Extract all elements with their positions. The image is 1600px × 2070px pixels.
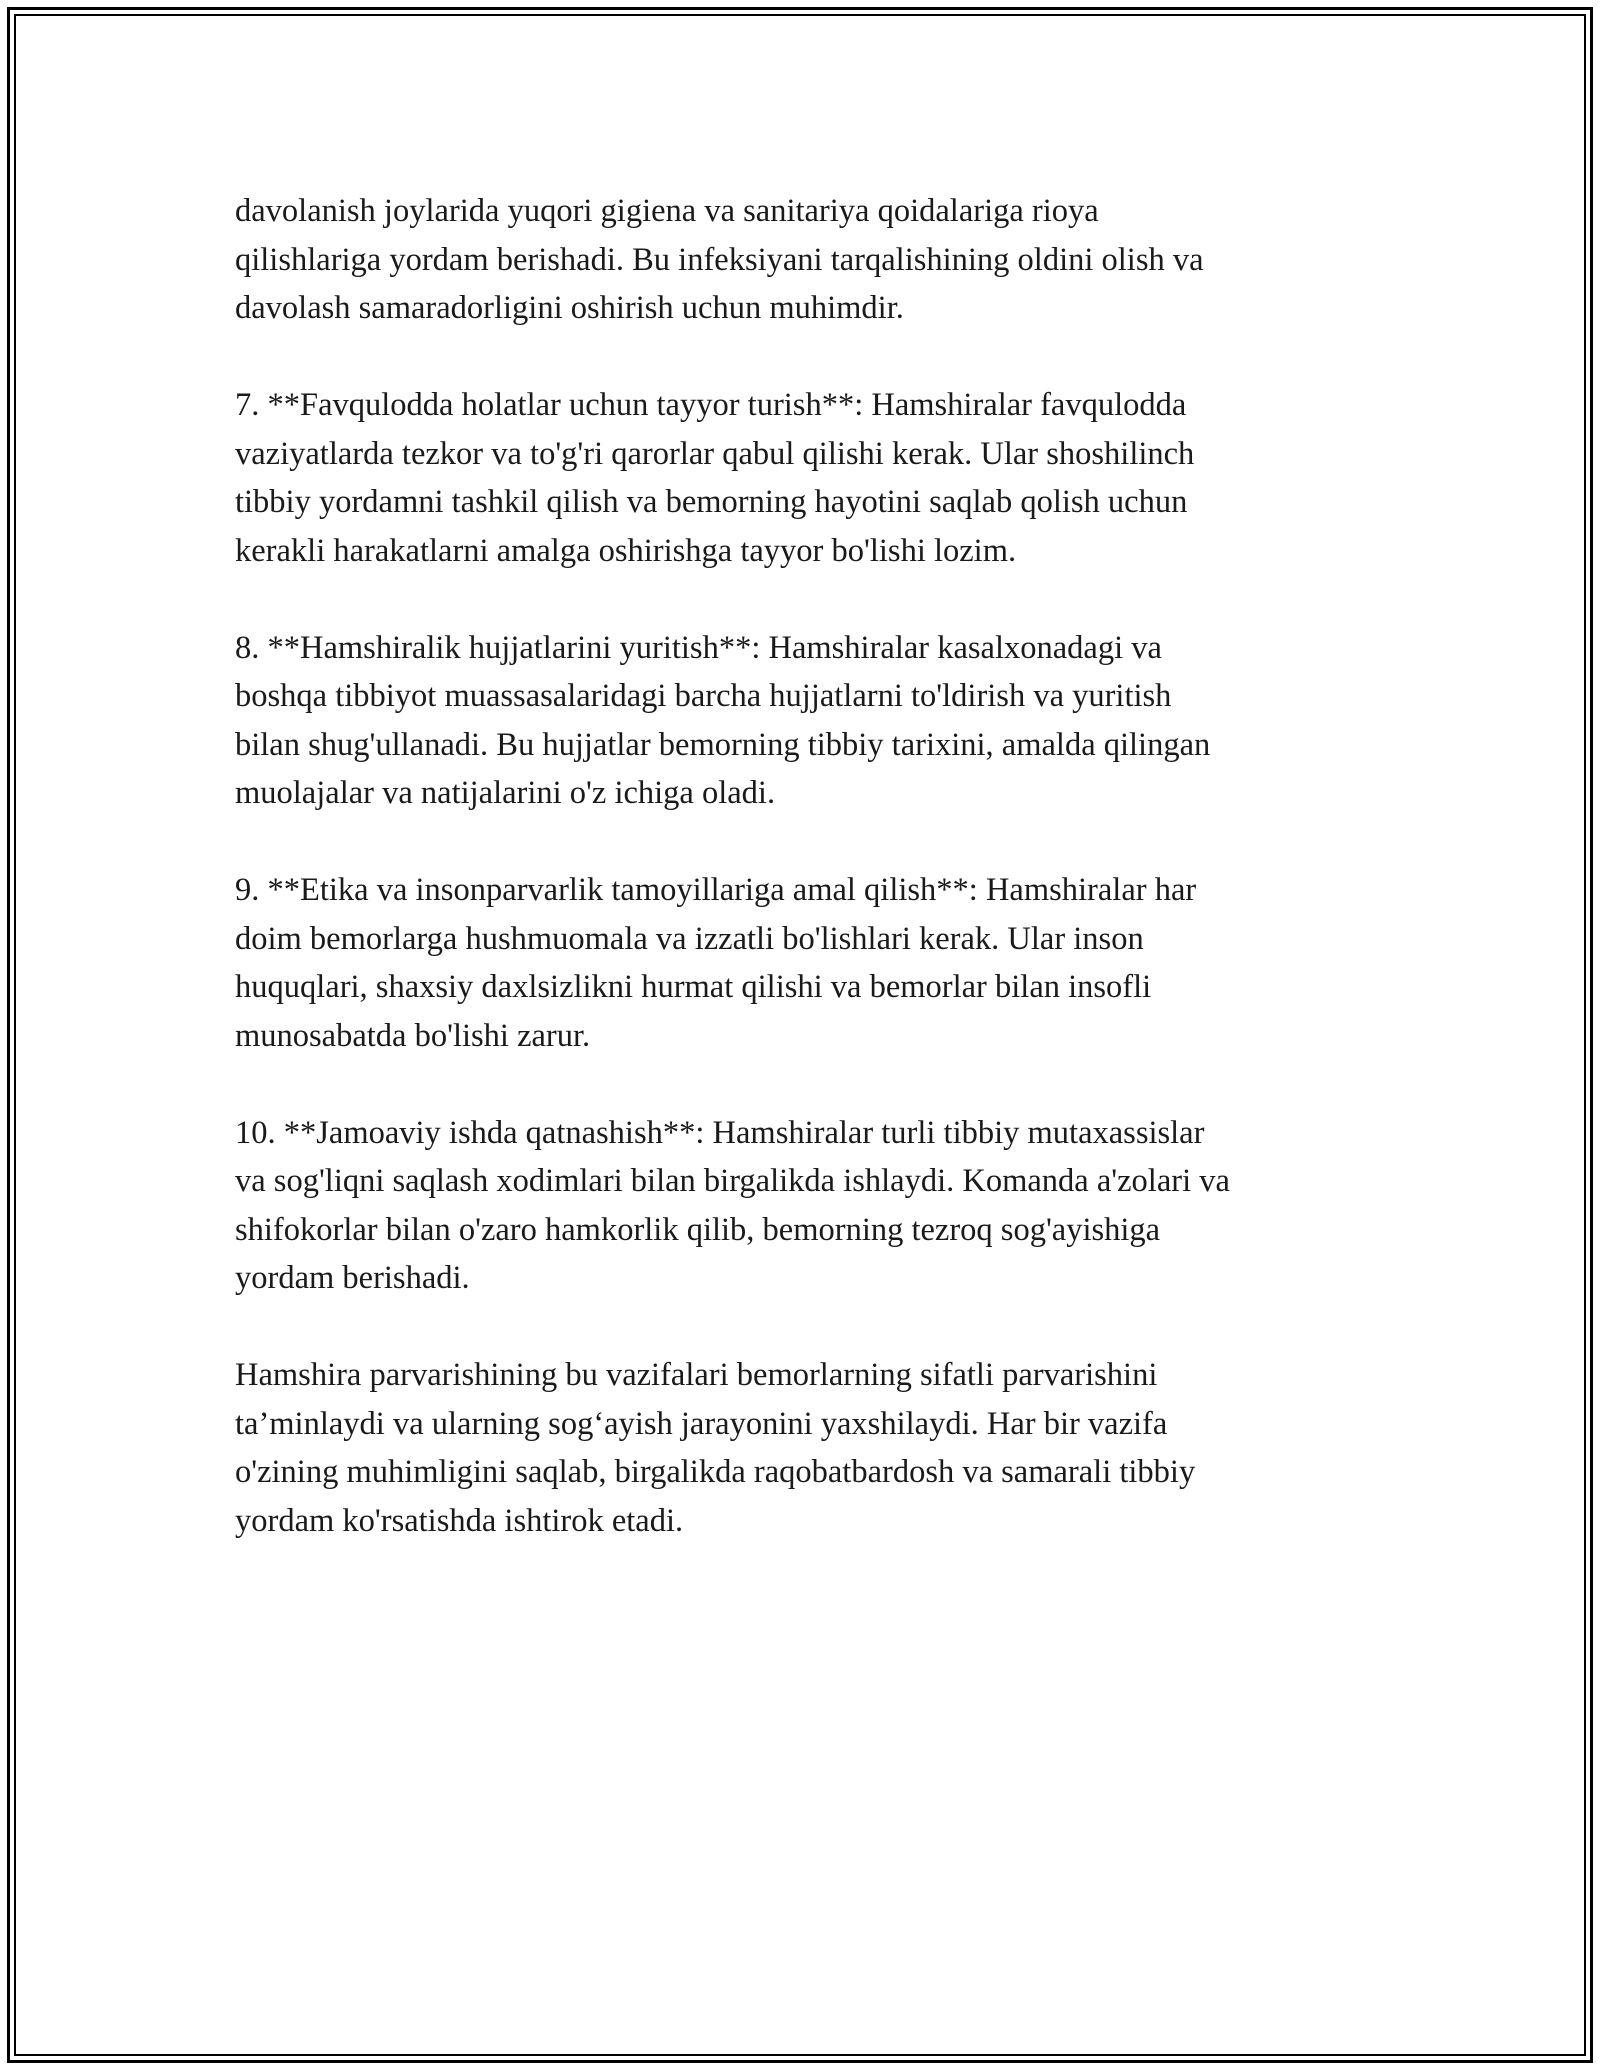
paragraph-conclusion: Hamshira parvarishining bu vazifalari bemorlarning sifatli parvarishini ta’minlaydi va ularning sog‘ayish jarayonini yaxshilaydi. Har bir vazifa o'zining muhimligini saqlab, birgalikda raqobatbardosh va samarali tibbiy yordam ko'rsatishda ishtirok etadi. xyxy=(235,1357,1196,1539)
paragraph-item-8-nursing-documentation: 8. **Hamshiralik hujjatlarini yuritish**: Hamshiralar kasalxonadagi va boshqa tibbiyot muassasalaridagi barcha hujjatlarni to'ldirish va yuritish bilan shug'ullanadi. Bu hujjatlar bemorning tibbiy tarixini, amalda qilingan muolajalar va natijalarini o'z ichiga oladi. xyxy=(235,629,1211,811)
paragraph-item-7-emergency-readiness: 7. **Favqulodda holatlar uchun tayyor turish**: Hamshiralar favqulodda vaziyatlarda tezkor va to'g'ri qarorlar qabul qilishi kerak. Ular shoshilinch tibbiy yordamni tashkil qilish va bemorning hayotini saqlab qolish uchun kerakli harakatlarni amalga oshirishga tayyor bo'lishi lozim. xyxy=(235,387,1195,569)
paragraph-item-9-ethics: 9. **Etika va insonparvarlik tamoyillariga amal qilish**: Hamshiralar har doim bemorlarga hushmuomala va izzatli bo'lishlari kerak. Ular inson huquqlari, shaxsiy daxlsizlikni hurmat qilishi va bemorlar bilan insofli munosabatda bo'lishi zarur. xyxy=(235,872,1197,1054)
paragraph-item-10-teamwork: 10. **Jamoaviy ishda qatnashish**: Hamshiralar turli tibbiy mutaxassislar va sog'liqni saqlash xodimlari bilan birgalikda ishlaydi. Komanda a'zolari va shifokorlar bilan o'zaro hamkorlik qilib, bemorning tezroq sog'ayishiga yordam berishadi. xyxy=(235,1114,1230,1296)
document-body xyxy=(235,187,1395,1545)
paragraph-hygiene-continuation: davolanish joylarida yuqori gigiena va sanitariya qoidalariga rioya qilishlariga yordam berishadi. Bu infeksiyani tarqalishining oldini olish va davolash samaradorligini oshirish uchun muhimdir. xyxy=(235,193,1204,326)
